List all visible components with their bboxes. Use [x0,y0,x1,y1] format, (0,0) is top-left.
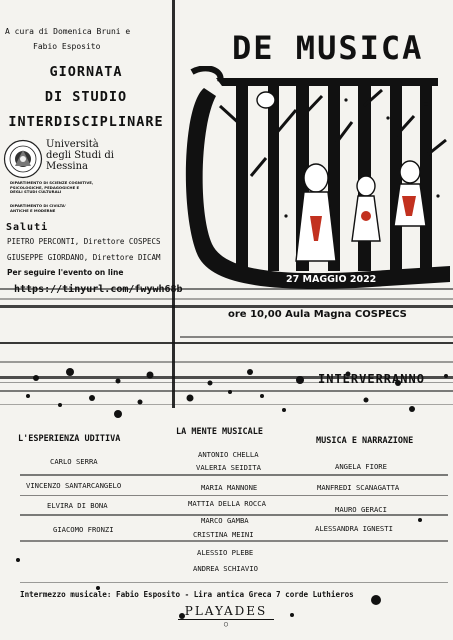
university-name-line-3: Messina [46,161,89,172]
speaker-name: ELVIRA DI BONA [47,501,108,510]
speaker-name: VALERIA SEIDITA [196,463,261,472]
university-seal-icon [3,139,43,179]
speaker-name: VINCENZO SANTARCANGELO [26,481,122,490]
intermezzo-note: Intermezzo musicale: Fabio Esposito - Lira antica Greca 7 corde Luthieros [20,590,354,599]
speakers-heading: INTERVERRANNO [318,372,425,386]
speaker-name: GIACOMO FRONZI [53,525,114,534]
greetings-line-1: PIETRO PERCONTI, Direttore COSPECS [7,237,161,246]
speaker-name: CRISTINA MEINI [193,530,254,539]
sponsor-name: PLAYADES [178,604,274,620]
department-dicam [10,204,110,213]
speaker-name: MAURO GERACI [335,505,387,514]
dept-cospecs-line-1: DIPARTIMENTO DI SCIENZE COGNITIVE, [10,180,94,185]
university-name-line-2: degli Studi di [46,150,114,161]
greetings-heading: Saluti [6,222,49,233]
speaker-name: MANFREDI SCANAGATTA [317,483,400,492]
university-name [46,139,114,172]
event-type-line-1: GIORNATA [49,64,123,80]
dept-cospecs-line-3: DEGLI STUDI CULTURALI [10,189,62,194]
sponsor-logo [178,604,274,629]
speaker-name: ANGELA FIORE [335,462,387,471]
event-date: 27 MAGGIO 2022 [286,274,377,285]
curators [5,27,130,51]
sponsor-circle-icon: ○ [223,620,229,628]
online-label: Per seguire l'evento on line [7,268,124,277]
session-title-music-narration: MUSICA E NARRAZIONE [316,436,414,446]
speaker-name: ALESSANDRA IGNESTI [315,524,393,533]
speaker-name: MARIA MANNONE [201,483,258,492]
university-name-line-1: Università [46,139,99,150]
dept-dicam-line-2: ANTICHE E MODERNE [10,207,56,213]
curators-line-1: A cura di Domenica Bruni e [5,27,131,36]
dept-cospecs-line-2: PSICOLOGICHE, PEDAGOGICHE E [10,184,80,190]
speaker-name: CARLO SERRA [50,457,98,466]
lyre-illustration [176,66,453,298]
event-title: DE MUSICA [232,29,424,67]
speaker-name: ALESSIO PLEBE [197,548,254,557]
event-type-line-3: INTERDISCIPLINARE [8,114,164,130]
online-url-link[interactable]: https://tinyurl.com/fwywh68b [14,284,183,295]
session-title-listening-experience: L'ESPERIENZA UDITIVA [18,434,121,444]
speaker-name: MATTIA DELLA ROCCA [188,499,266,508]
lyre-arm [216,78,438,86]
department-cospecs [10,181,110,195]
greetings-line-2: GIUSEPPE GIORDANO, Direttore DICAM [7,253,161,262]
event-type [0,60,172,135]
speaker-name: ANTONIO CHELLA [198,450,259,459]
time-and-place: ore 10,00 Aula Magna COSPECS [228,309,407,320]
event-type-line-2: DI STUDIO [44,89,128,105]
session-title-musical-mind: LA MENTE MUSICALE [176,427,263,437]
dept-dicam-line-1: DIPARTIMENTO DI CIVILTA' [10,203,67,208]
curators-line-2: Fabio Esposito [33,42,101,51]
speaker-name: ANDREA SCHIAVIO [193,564,258,573]
speaker-name: MARCO GAMBA [201,516,249,525]
